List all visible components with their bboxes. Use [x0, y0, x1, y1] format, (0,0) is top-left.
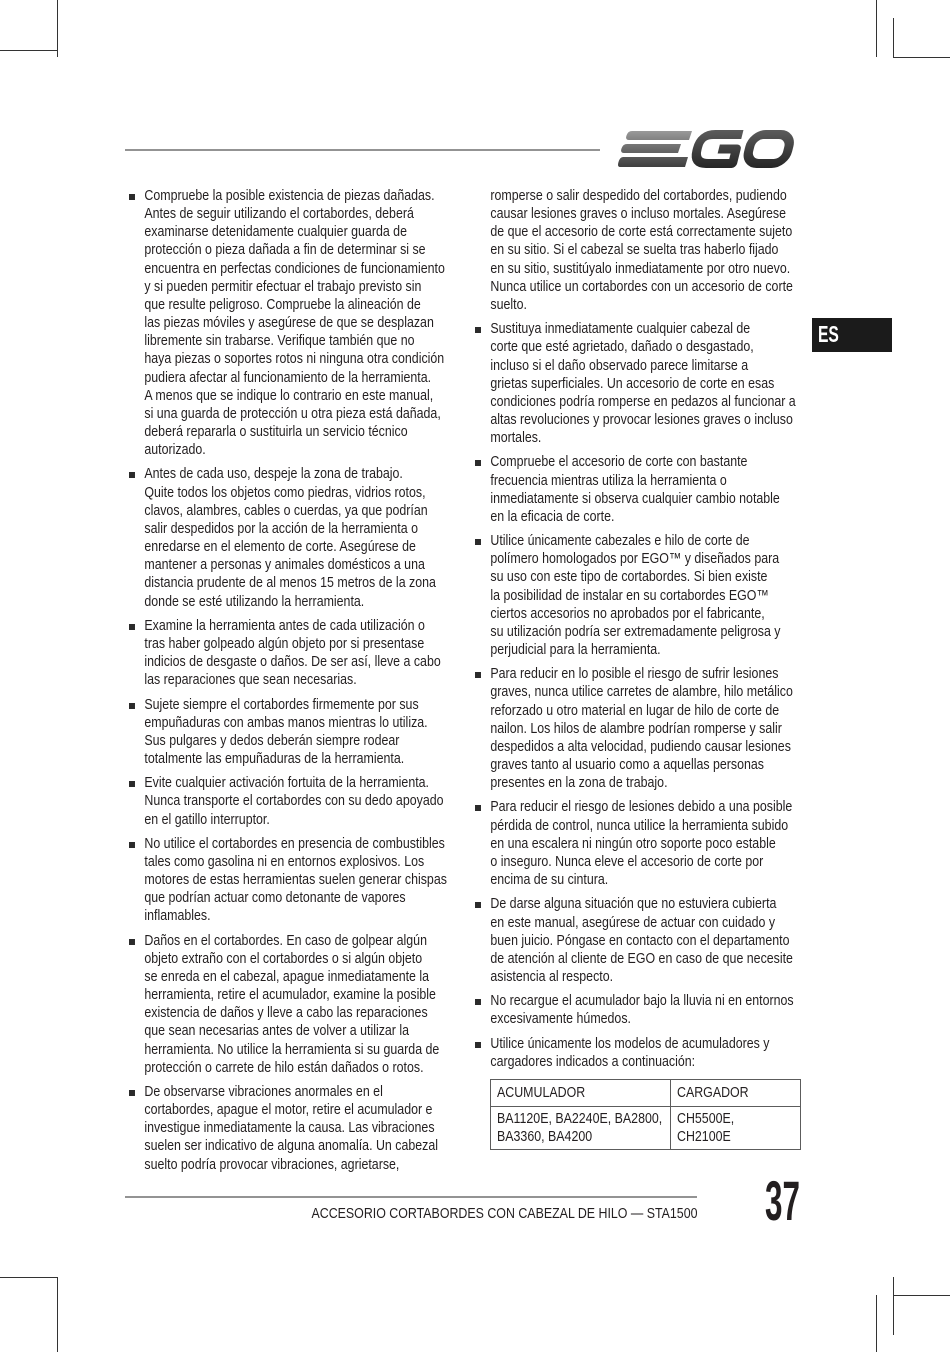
- safety-bullet-item: [475, 895, 826, 986]
- footer-rule: [125, 1196, 697, 1198]
- left-column: [129, 187, 480, 1180]
- safety-bullet-item: [129, 835, 480, 926]
- crop-mark: [0, 50, 57, 51]
- bullet-square-icon: [129, 703, 135, 709]
- crop-mark: [57, 0, 58, 57]
- bullet-text: No recargue el acumulador bajo la lluvia ni en entornos excesivamente húmedos.: [490, 993, 794, 1028]
- logo-g-letter: [694, 135, 743, 164]
- continued-paragraph: [475, 187, 826, 314]
- bullet-square-icon: [475, 460, 481, 466]
- safety-bullet-item: [129, 187, 480, 459]
- table-header-text: CARGADOR: [677, 1084, 749, 1101]
- safety-list-right: [475, 320, 826, 1071]
- bullet-text: Compruebe el accesorio de corte con bastante frecuencia mientras utiliza la herramienta o inmediatamente si observa cualquier cambio notable en la eficacia de corte.: [490, 454, 780, 525]
- bullet-square-icon: [129, 939, 135, 945]
- safety-bullet-item: [475, 532, 826, 659]
- bullet-text: Sustituya inmediatamente cualquier cabezal de corte que esté agrietado, dañado o desgastado, incluso si el daño observado parece limitarse a grietas superficiales. Un accesorio de corte en esas condiciones podría romperse en pedazos al funcionar a altas revoluciones y provocar lesiones graves o incluso mortales.: [490, 321, 796, 447]
- safety-bullet-item: [475, 320, 826, 447]
- safety-list-left: [129, 187, 480, 1174]
- table-cell-batteries: [491, 1107, 671, 1150]
- bullet-square-icon: [129, 842, 135, 848]
- table-cell-text: CH5500E, CH2100E: [677, 1110, 735, 1145]
- bullet-text: Sujete siempre el cortabordes firmemente por sus empuñaduras con ambas manos mientras lo utiliza. Sus pulgares y dedos deberán siempre rodear totalmente las empuñaduras de la herramienta.: [144, 696, 428, 767]
- table-header-battery: [491, 1080, 671, 1107]
- bullet-square-icon: [475, 539, 481, 545]
- bullet-square-icon: [129, 781, 135, 787]
- safety-bullet-item: [129, 617, 480, 690]
- bullet-text: Daños en el cortabordes. En caso de golpear algún objeto extraño con el cortabordes o si algún objeto se enreda en el cabezal, apague inmediatamente la herramienta, retire el acumulador, examine la posible existencia de daños y lleve a cabo las reparaciones que sean necesarias antes de volver a utilizar la herramienta. No utilice la herramienta si su guarda de protección o carrete de hilo están dañados o rotos.: [144, 932, 440, 1076]
- table-cell-chargers: [671, 1107, 801, 1150]
- crop-mark: [876, 1295, 877, 1352]
- crop-mark: [893, 57, 950, 58]
- bullet-text: Compruebe la posible existencia de piezas dañadas. Antes de seguir utilizando el cortabordes, deberá examinarse detenidamente cualquier guarda de protección o pieza dañada a fin de determinar si se encuentra en perfectas condiciones de funcionamiento y si pueden permitir efectuar el trabajo previsto sin que resulte peligroso. Compruebe la alineación de las piezas móviles y asegúrese de que se desplazan libremente sin trabarse. Verifique también que no haya piezas o soportes rotos ni ninguna otra condición pudiera afectar al funcionamiento de la herramienta. A menos que se indique lo contrario en este manual, si una guarda de protección u otra pieza está dañada, deberá repararla o sustituirla un servicio técnico autorizado.: [144, 188, 445, 459]
- bullet-text: Evite cualquier activación fortuita de la herramienta. Nunca transporte el cortabordes con su dedo apoyado en el gatillo interruptor.: [144, 775, 444, 828]
- crop-mark: [0, 1277, 57, 1278]
- bullet-text: Para reducir en lo posible el riesgo de sufrir lesiones graves, nunca utilice carretes de alambre, hilo metálico reforzado u otro material en lugar de hilo de corte de nailon. Los hilos de alambre podrían romperse y salir despedidos a alta velocidad, pudiendo causar lesiones graves tanto al usuario como a aquellas personas presentes en la zona de trabajo.: [490, 666, 793, 792]
- table-header-row: [491, 1080, 801, 1107]
- bullet-text: De observarse vibraciones anormales en el cortabordes, apague el motor, retire el acumulador e investigue inmediatamente la causa. Las vibraciones suelen ser indicativo de alguna anomalía. Un cabezal suelto podría provocar vibraciones, agrietarse,: [144, 1084, 438, 1173]
- bullet-square-icon: [475, 327, 481, 333]
- bullet-square-icon: [475, 805, 481, 811]
- table-cell-text: BA1120E, BA2240E, BA2800, BA3360, BA4200: [497, 1110, 663, 1145]
- battery-charger-table: [490, 1079, 801, 1150]
- logo-e-bar-middle: [621, 144, 681, 153]
- table-header-charger: [671, 1080, 801, 1107]
- bullet-text: Antes de cada uso, despeje la zona de trabajo. Quite todos los objetos como piedras, vidrios rotos, clavos, alambres, cables o cuerdas, ya que podrían salir despedidos por la acción de la herramienta o enredarse en el elemento de corte. Asegúrese de mantener a personas y animales domésticos a una distancia prudente de al menos 15 metros de la zona donde se esté utilizando la herramienta.: [144, 466, 436, 610]
- safety-bullet-item: [475, 1035, 826, 1071]
- bullet-square-icon: [129, 472, 135, 478]
- safety-bullet-item: [475, 665, 826, 792]
- continued-text: romperse o salir despedido del cortabordes, pudiendo causar lesiones graves o incluso mortales. Asegúrese de que el accesorio de corte está correctamente sujeto en su sitio. Si el cabezal se suelta tras haberlo fijado en su sitio, sustitúyalo inmediatamente por otro nuevo. Nunca utilice un cortabordes con un accesorio de corte suelto.: [490, 188, 793, 313]
- right-column: [475, 187, 826, 1077]
- safety-bullet-item: [129, 696, 480, 769]
- crop-mark: [57, 1277, 58, 1352]
- bullet-square-icon: [475, 999, 481, 1005]
- bullet-square-icon: [475, 1042, 481, 1048]
- safety-bullet-item: [129, 1083, 480, 1174]
- safety-bullet-item: [475, 453, 826, 526]
- bullet-text: Utilice únicamente cabezales e hilo de corte de polímero homologados por EGO™ y diseñados para su uso con este tipo de cortabordes. Si bien existe la posibilidad de instalar en su cortabordes EGO™ ciertos accesorios no aprobados por el fabricante, su utilización podría ser extremadamente peligrosa y perjudicial para la herramienta.: [490, 533, 781, 659]
- bullet-square-icon: [129, 1090, 135, 1096]
- language-tab-label: ES: [818, 321, 839, 347]
- bullet-square-icon: [129, 194, 135, 200]
- crop-mark: [893, 18, 894, 57]
- table-row: [491, 1107, 801, 1150]
- safety-bullet-item: [475, 798, 826, 889]
- logo-e-bar-top: [626, 131, 692, 140]
- bullet-text: No utilice el cortabordes en presencia de combustibles tales como gasolina ni en entornos explosivos. Los motores de estas herramientas suelen generar chispas que podrían actuar como detonante de vapores inflamables.: [144, 835, 447, 925]
- table-header-text: ACUMULADOR: [497, 1084, 586, 1101]
- footer-title: ACCESORIO CORTABORDES CON CABEZAL DE HILO — STA1500: [310, 1206, 697, 1222]
- safety-bullet-item: [475, 992, 826, 1028]
- crop-mark: [893, 1295, 950, 1296]
- bullet-text: Para reducir el riesgo de lesiones debido a una posible pérdida de control, nunca utilice la herramienta subido en una escalera ni ningún otro soporte poco estable o inseguro. Nunca eleve el accesorio de corte por encima de su cintura.: [490, 799, 793, 889]
- bullet-square-icon: [129, 624, 135, 630]
- logo-o-letter: [746, 135, 792, 164]
- crop-mark: [893, 1277, 894, 1335]
- bullet-text: Examine la herramienta antes de cada utilización o tras haber golpeado algún objeto por si presentase indicios de desgaste o daños. De ser así, lleve a cabo las reparaciones que sean necesarias.: [144, 617, 441, 689]
- header-rule: [125, 149, 600, 151]
- ego-logo: [618, 130, 798, 168]
- safety-bullet-item: [129, 774, 480, 828]
- bullet-text: De darse alguna situación que no estuviera cubierta en este manual, asegúrese de actuar con cuidado y buen juicio. Póngase en contacto con el departamento de atención al cliente de EGO en caso de que necesite asistencia al respecto.: [490, 896, 793, 985]
- bullet-text: Utilice únicamente los modelos de acumuladores y cargadores indicados a continuación:: [490, 1035, 770, 1070]
- safety-bullet-item: [129, 465, 480, 610]
- bullet-square-icon: [475, 672, 481, 678]
- crop-mark: [876, 0, 877, 57]
- bullet-square-icon: [475, 902, 481, 908]
- page-number: 37: [765, 1169, 800, 1232]
- logo-e-bar-bottom: [618, 157, 688, 167]
- safety-bullet-item: [129, 932, 480, 1077]
